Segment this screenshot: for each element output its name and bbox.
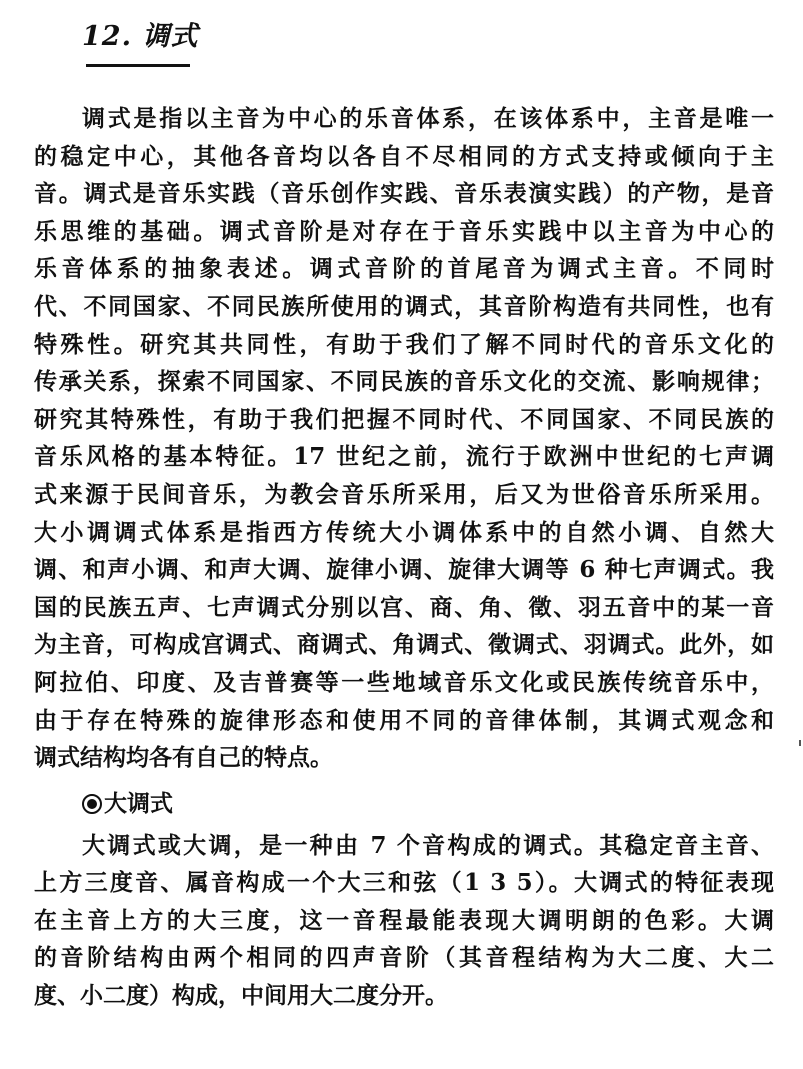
text-line: 传承关系，探索不同国家、不同民族的音乐文化的交流、影响规律； <box>34 368 774 396</box>
text-line: 调、和声小调、和声大调、旋律小调、旋律大调等 6 种七声调式。我 <box>34 556 774 584</box>
body-text <box>34 100 774 1015</box>
text-line: 阿拉伯、印度、及吉普赛等一些地域音乐文化或民族传统音乐中， <box>34 668 774 696</box>
subsection-title: 大调式 <box>104 789 173 817</box>
section-title: 调式 <box>142 21 199 52</box>
section-heading <box>82 18 198 56</box>
section-number: 12. <box>82 21 132 52</box>
text-line: 在主音上方的大三度，这一音程最能表现大调明朗的色彩。大调 <box>34 906 774 934</box>
text-line: 为主音，可构成宫调式、商调式、角调式、徵调式、羽调式。此外，如 <box>34 631 774 659</box>
text-line: 上方三度音、属音构成一个大三和弦（1 3 5）。大调式的特征表现 <box>34 869 774 897</box>
text-line: 度、小二度）构成，中间用大二度分开。 <box>34 982 448 1010</box>
text-line: 调式是指以主音为中心的乐音体系，在该体系中，主音是唯一 <box>82 105 774 132</box>
text-line: 乐思维的基础。调式音阶是对存在于音乐实践中以主音为中心的 <box>34 217 774 245</box>
subsection-heading <box>34 781 774 827</box>
text-line: 大小调调式体系是指西方传统大小调体系中的自然小调、自然大 <box>34 518 774 546</box>
text-line: 音。调式是音乐实践（音乐创作实践、音乐表演实践）的产物，是音 <box>34 180 774 208</box>
heading-underline <box>86 64 190 67</box>
text-line: 的音阶结构由两个相同的四声音阶（其音程结构为大二度、大二 <box>34 944 774 972</box>
text-line: 调式结构均各有自己的特点。 <box>34 744 333 772</box>
text-line: 乐音体系的抽象表述。调式音阶的首尾音为调式主音。不同时 <box>34 255 774 283</box>
text-line: 研究其特殊性，有助于我们把握不同时代、不同国家、不同民族的 <box>34 405 774 433</box>
text-line: 国的民族五声、七声调式分别以宫、商、角、徵、羽五音中的某一音 <box>34 593 774 621</box>
text-line: 式来源于民间音乐，为教会音乐所采用，后又为世俗音乐所采用。 <box>34 480 774 508</box>
scan-speck <box>799 740 801 746</box>
text-line: 特殊性。研究其共同性，有助于我们了解不同时代的音乐文化的 <box>34 330 774 358</box>
text-line: 大调式或大调，是一种由 7 个音构成的调式。其稳定音主音、 <box>82 831 774 859</box>
text-line: 音乐风格的基本特征。17 世纪之前，流行于欧洲中世纪的七声调 <box>34 443 774 471</box>
text-line: 由于存在特殊的旋律形态和使用不同的音律体制，其调式观念和 <box>34 706 774 734</box>
bullet-circle-icon <box>82 794 102 814</box>
paragraph-intro <box>34 100 774 777</box>
text-line: 的稳定中心，其他各音均以各自不尽相同的方式支持或倾向于主 <box>34 142 774 170</box>
paragraph-major-mode <box>34 827 774 1015</box>
text-line: 代、不同国家、不同民族所使用的调式，其音阶构造有共同性，也有 <box>34 292 774 320</box>
